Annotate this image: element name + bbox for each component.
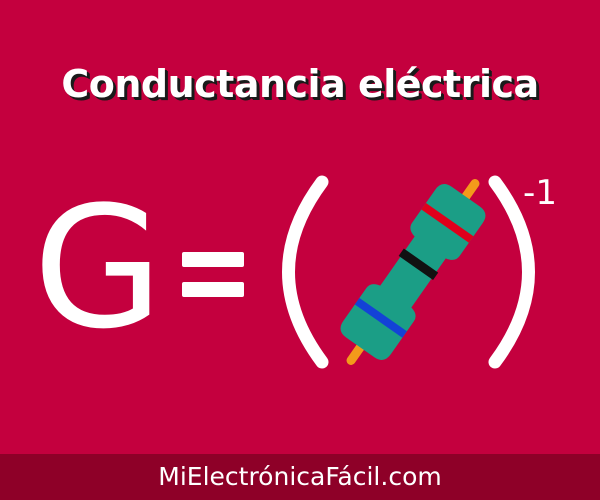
conductance-formula <box>0 160 600 390</box>
site-url: MiElectrónicaFácil.com <box>158 462 442 491</box>
left-parenthesis <box>289 182 323 362</box>
footer-banner <box>0 454 600 500</box>
exponent-label: -1 <box>523 173 557 213</box>
resistor-icon <box>327 167 498 377</box>
page-title: Conductancia eléctrica <box>61 62 539 106</box>
formula-graphic <box>0 160 600 390</box>
equals-sign <box>182 252 244 297</box>
conductance-symbol: G <box>32 170 164 366</box>
